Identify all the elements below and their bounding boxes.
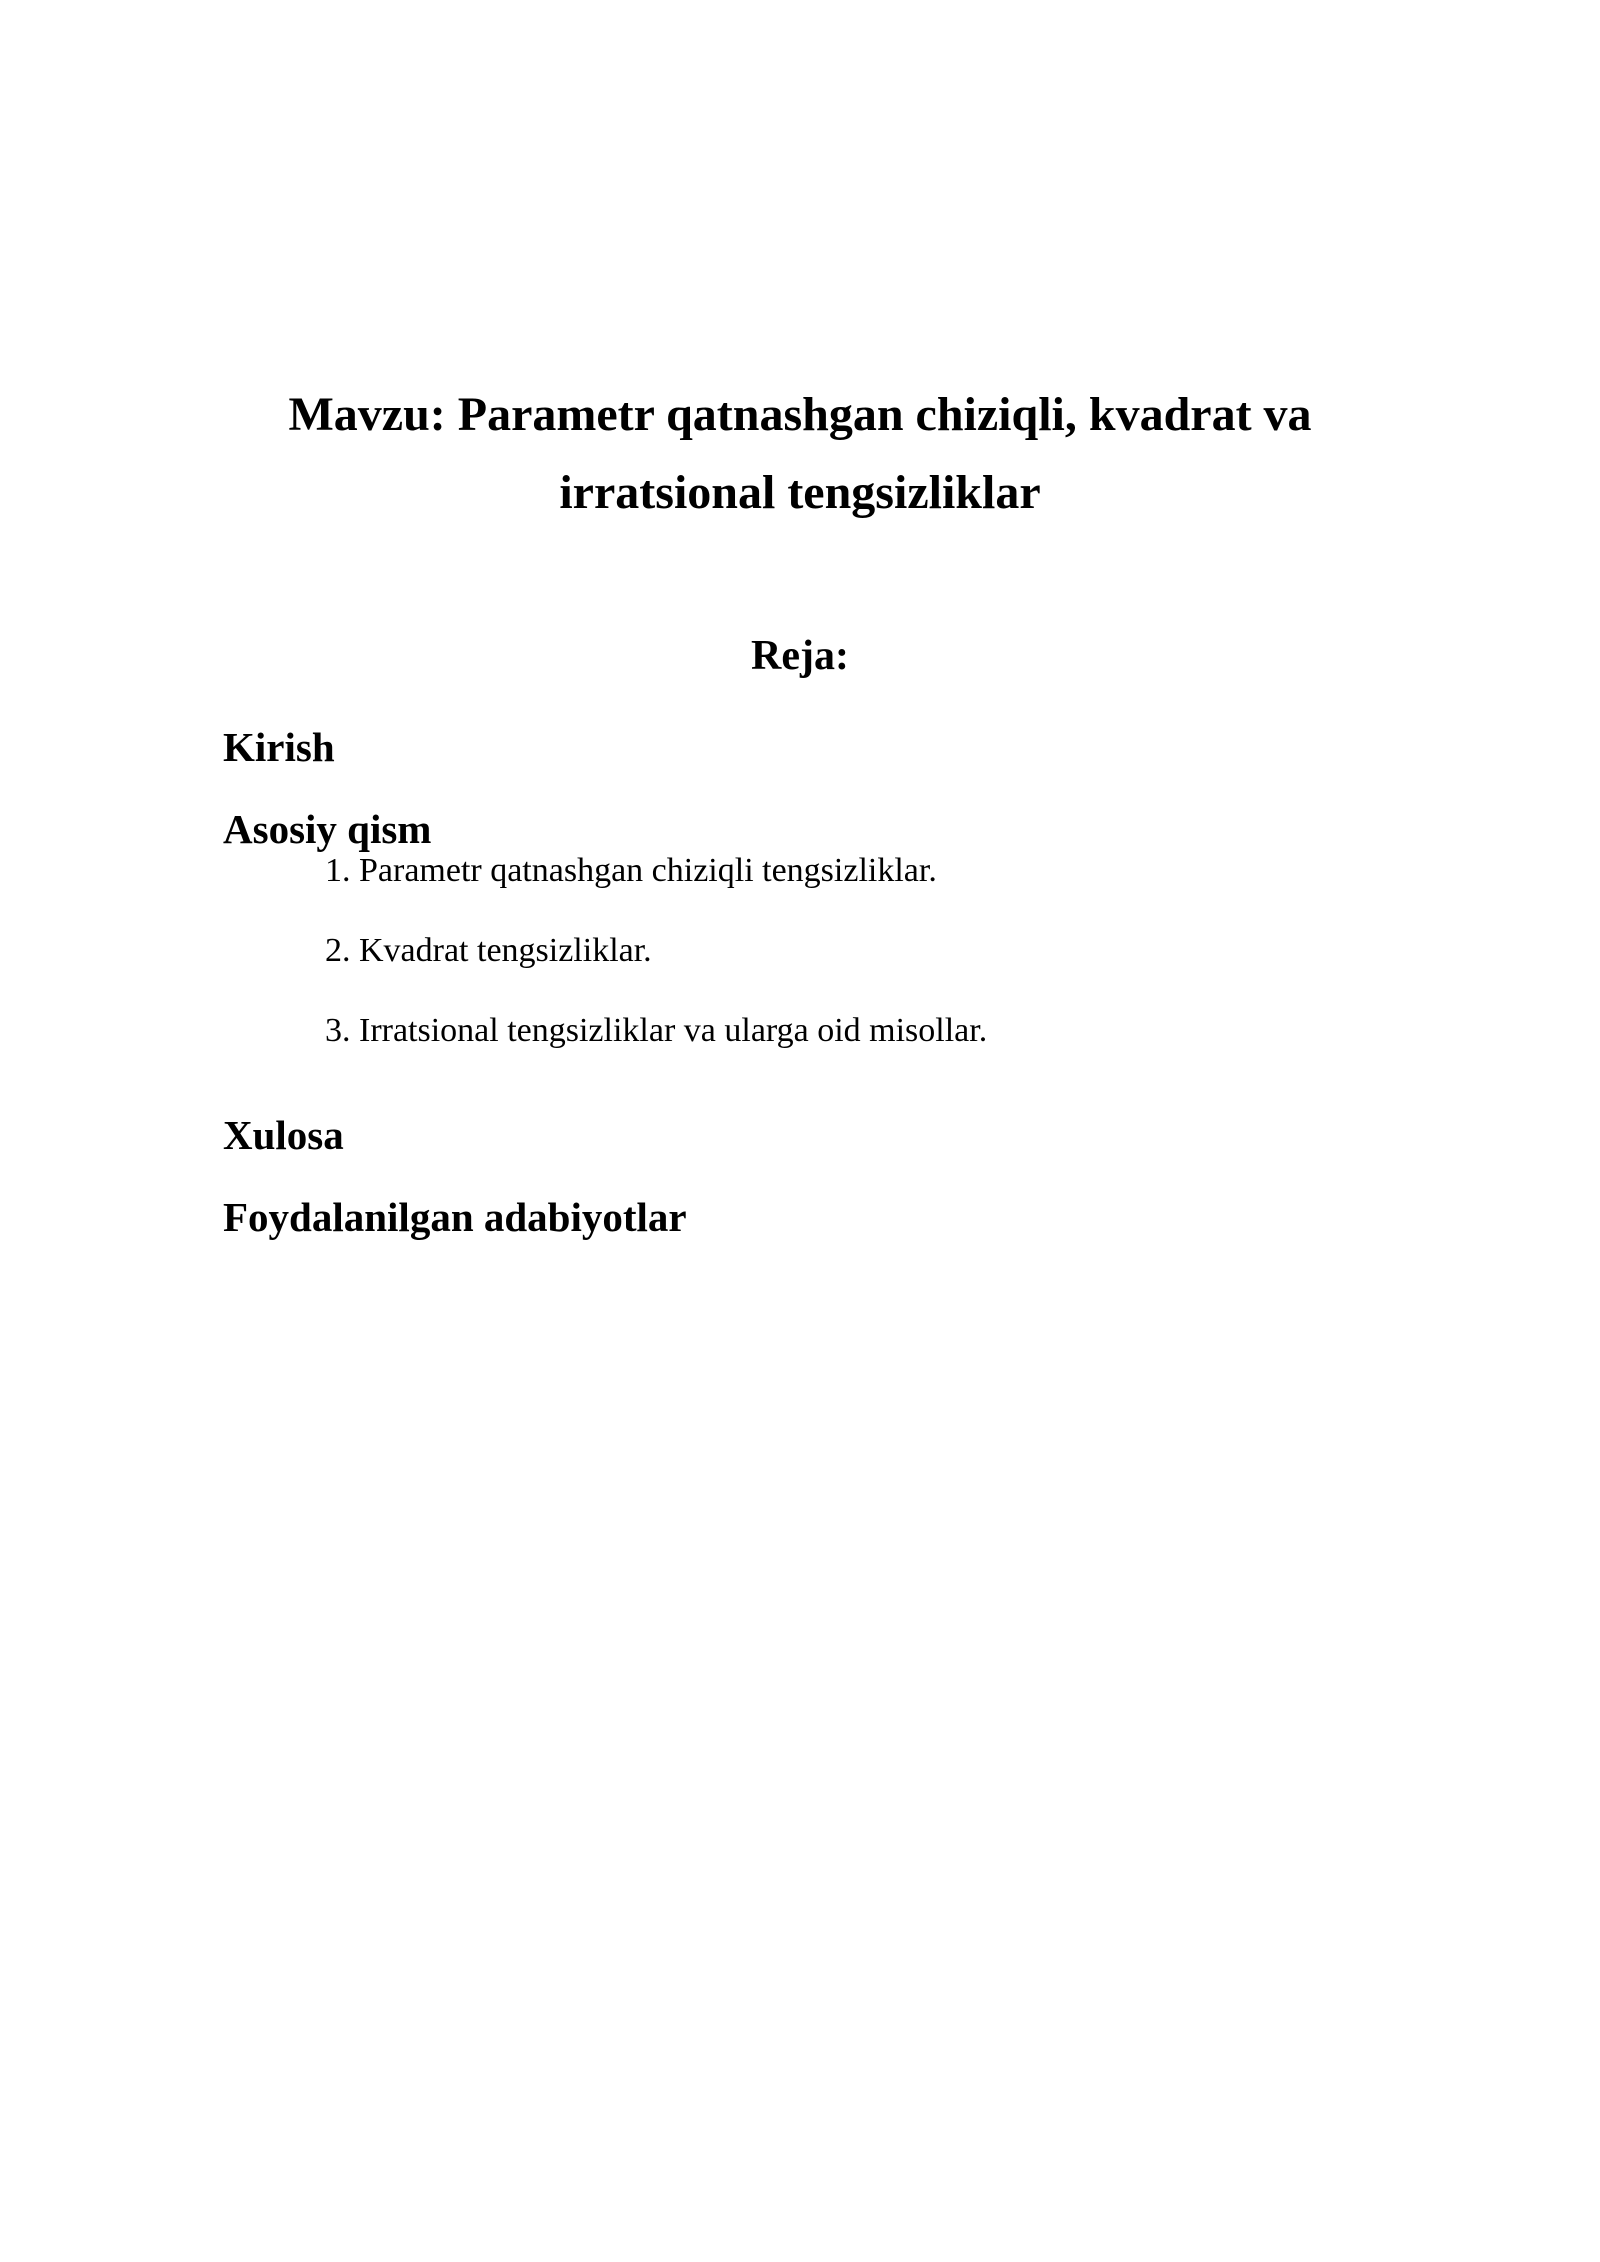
list-item: 1. Parametr qatnashgan chiziqli tengsizliklar. <box>325 852 937 889</box>
section-heading-foydalanilgan-adabiyotlar: Foydalanilgan adabiyotlar <box>223 1194 687 1240</box>
plan-heading: Reja: <box>751 632 849 679</box>
section-heading-xulosa: Xulosa <box>223 1112 344 1158</box>
page-title <box>223 376 1377 532</box>
section-heading-asosiy-qism: Asosiy qism <box>223 806 432 852</box>
page-title-line-2: irratsional tengsizliklar <box>559 466 1041 520</box>
page-title-line-1: Mavzu: Parametr qatnashgan chiziqli, kvadrat va <box>288 388 1312 442</box>
section-heading-kirish: Kirish <box>223 724 335 770</box>
list-item: 3. Irratsional tengsizliklar va ularga oid misollar. <box>325 1012 988 1049</box>
plan-item-list <box>325 848 1377 1088</box>
list-item: 2. Kvadrat tengsizliklar. <box>325 932 652 969</box>
